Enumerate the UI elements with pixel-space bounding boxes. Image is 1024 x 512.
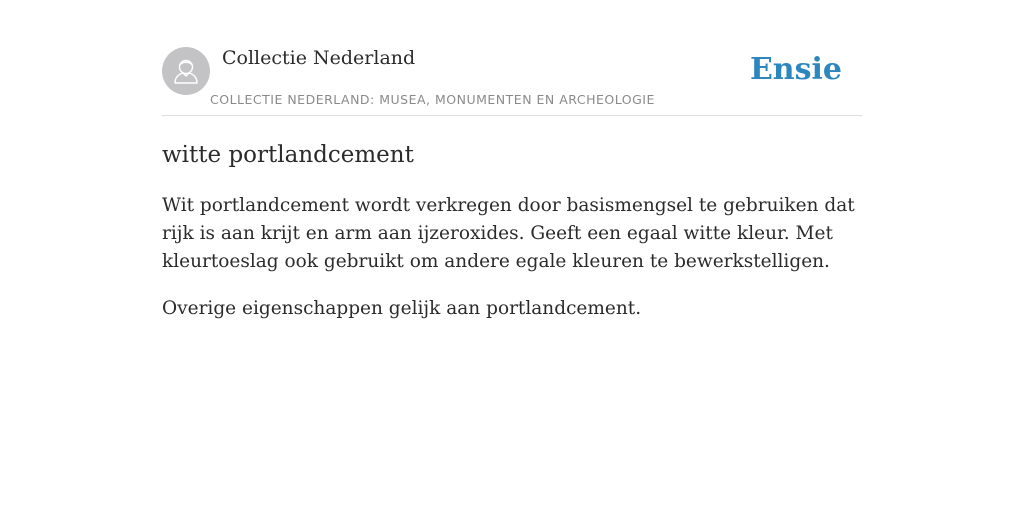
author-subtitle: COLLECTIE NEDERLAND: MUSEA, MONUMENTEN EN ARCHEOLOGIE: [210, 92, 655, 107]
entry-body: [162, 192, 862, 342]
entry-paragraph: Overige eigenschappen gelijk aan portlandcement.: [162, 298, 642, 319]
entry-paragraph: Wit portlandcement wordt verkregen door basismengsel te gebruiken dat rijk is aan krijt en arm aan ijzeroxides. Geeft een egaal witte kleur. Met kleurtoeslag ook gebruikt om andere egale kleuren te bewerkstelligen.: [162, 195, 855, 272]
author-avatar[interactable]: [162, 47, 210, 95]
entry-header: [162, 46, 862, 116]
user-icon: [162, 47, 210, 95]
ensie-logo-link[interactable]: Ensie: [749, 52, 842, 87]
entry-title: witte portlandcement: [162, 142, 414, 168]
author-name[interactable]: Collectie Nederland: [222, 47, 416, 69]
